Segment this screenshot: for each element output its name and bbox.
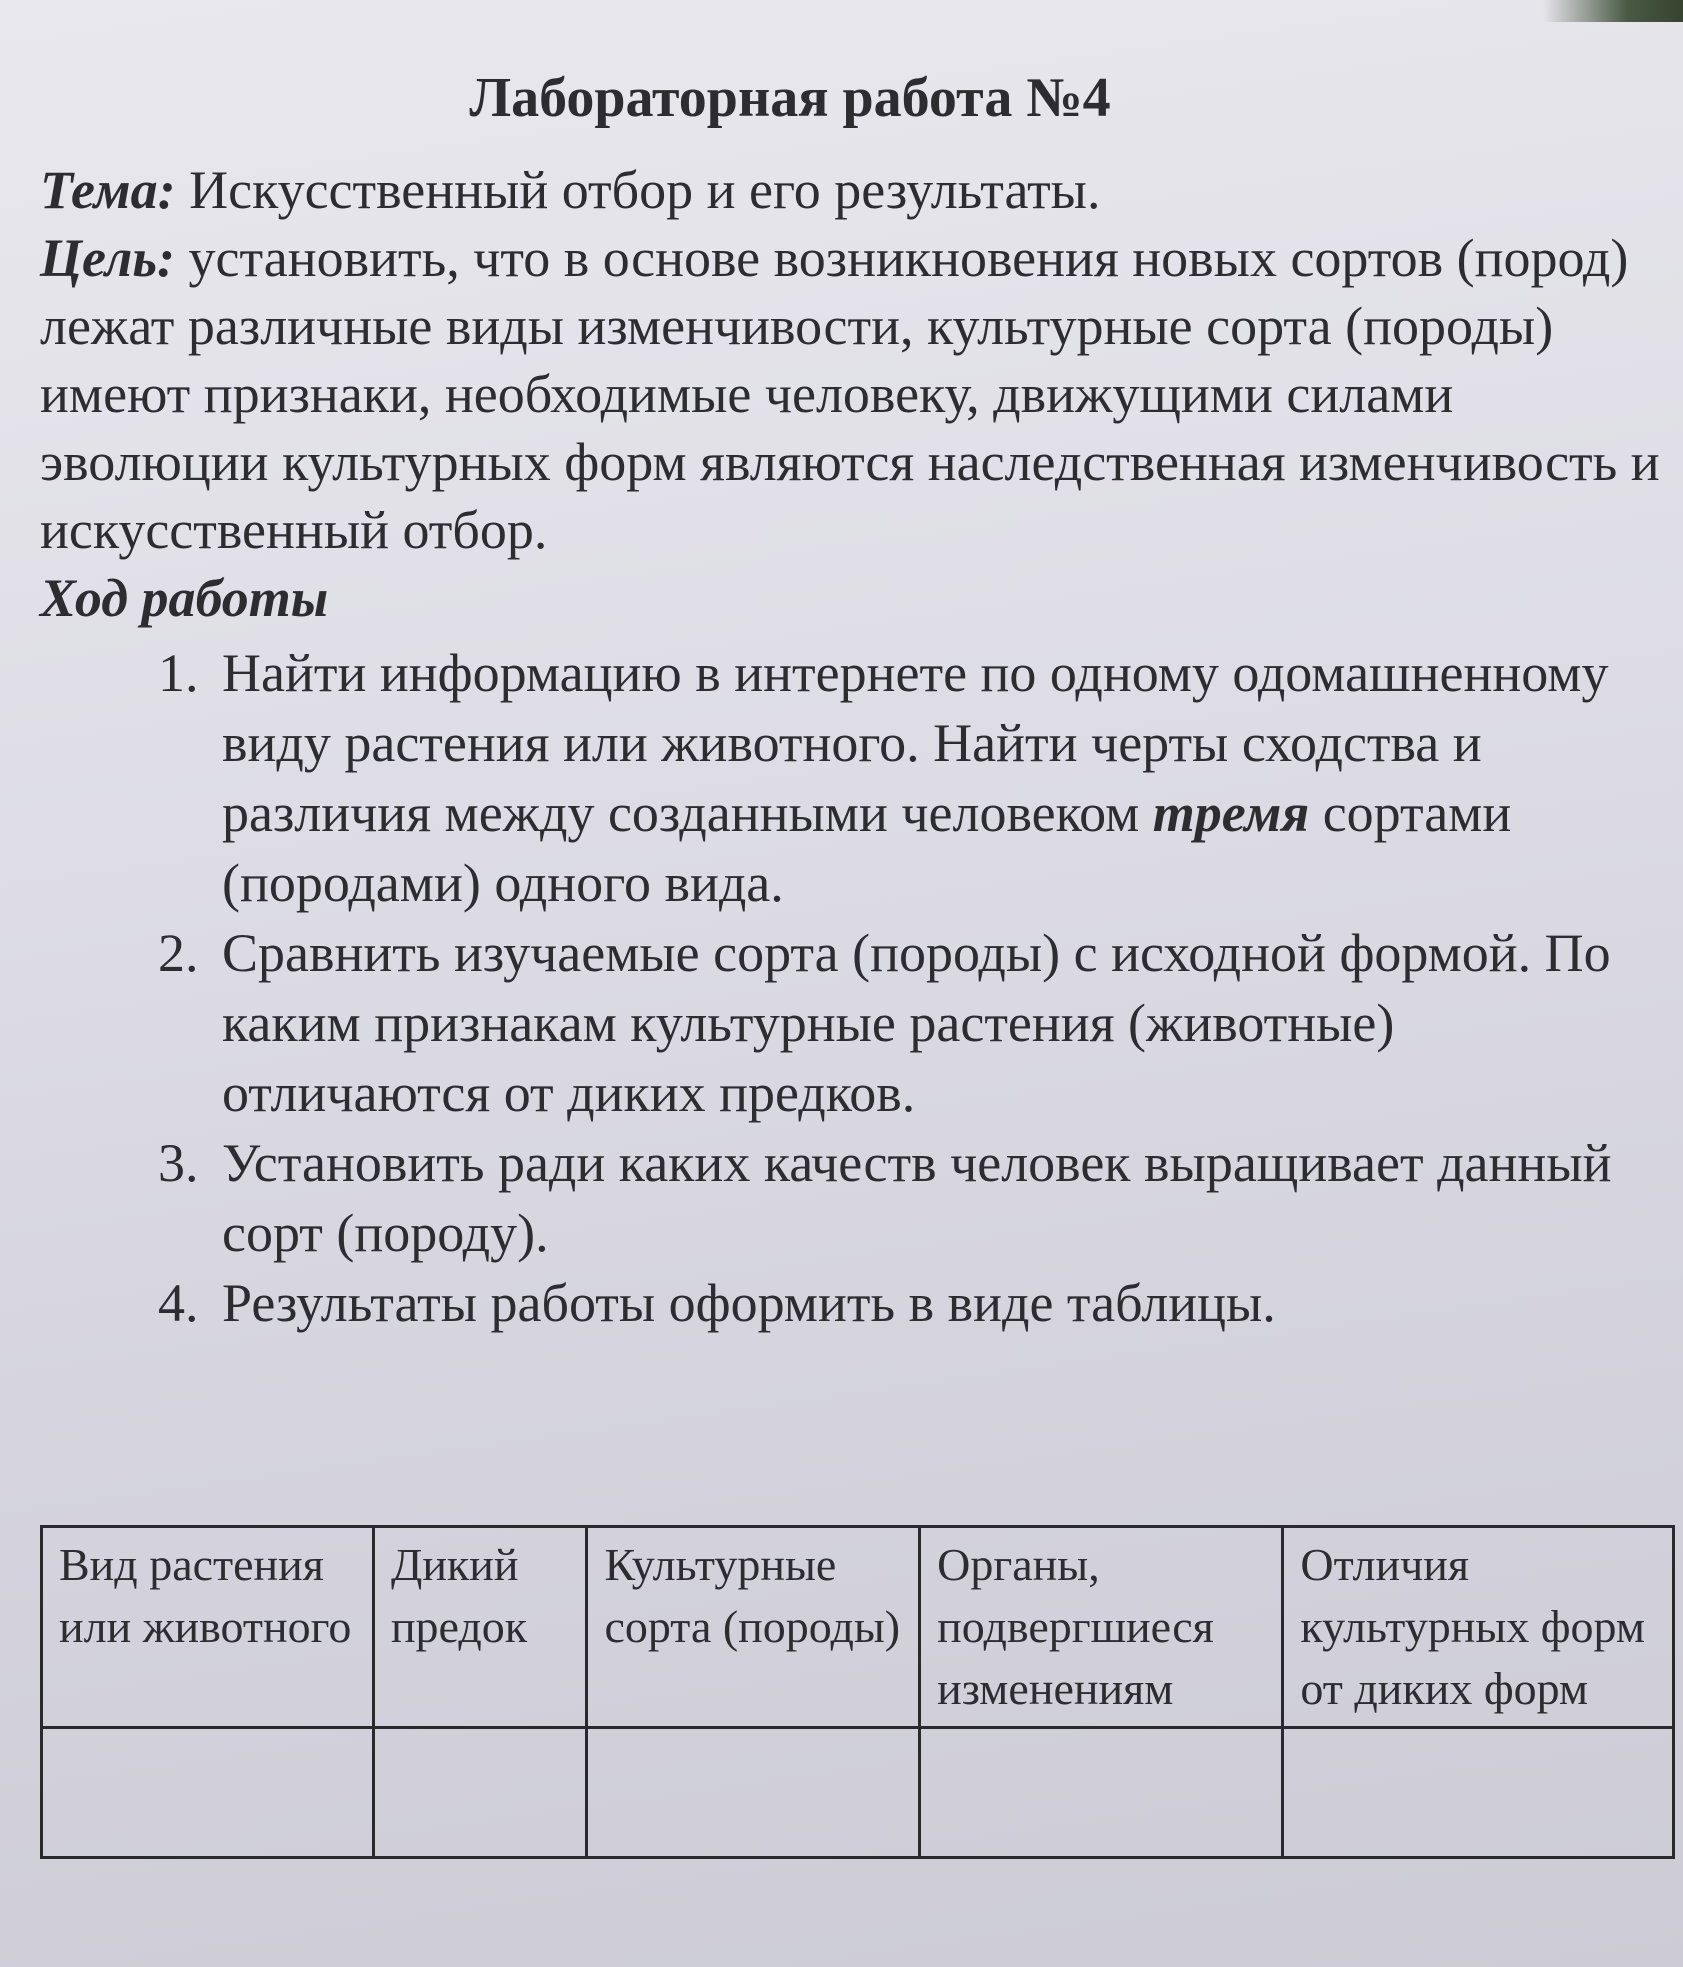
header-cultivated-varieties: Культурные сорта (породы): [587, 1527, 920, 1728]
table-header-row: [42, 1527, 1674, 1728]
table-cell[interactable]: [587, 1728, 920, 1858]
header-differences: Отличия культурных форм от диких форм: [1283, 1527, 1674, 1728]
goal-paragraph: [40, 224, 1670, 564]
header-changed-organs: Органы, подвергшиеся изменениям: [920, 1527, 1283, 1728]
table-cell[interactable]: [1283, 1728, 1674, 1858]
topic-line: [40, 156, 1670, 224]
step-1-text-start: Найти информацию в интернете по одному одомашненному виду растения или животного. Найти черты сходства и различия между созданными человеком: [222, 643, 1609, 843]
step-4: 4. Результаты работы оформить в виде таблицы.: [212, 1268, 1670, 1338]
background-corner: [1543, 0, 1683, 22]
header-wild-ancestor: Дикий предок: [373, 1527, 587, 1728]
step-2: 2. Сравнить изучаемые сорта (породы) с исходной формой. По каким признакам культурные растения (животные) отличаются от диких предков.: [212, 918, 1670, 1128]
step-1-emphasis: тремя: [1152, 783, 1310, 843]
step-1-text-end: сортами (породами) одного вида.: [222, 783, 1512, 913]
header-species: Вид растения или животного: [42, 1527, 374, 1728]
table-row: [42, 1728, 1674, 1858]
page-title: Лабораторная работа №4: [469, 67, 1111, 129]
procedure-steps: [40, 638, 1670, 1338]
topic-text: Искусственный отбор и его результаты.: [189, 160, 1101, 220]
goal-text: установить, что в основе возникновения новых сортов (пород) лежат различные виды изменчивости, культурные сорта (породы) имеют признаки, необходимые человеку, движущими силами эволюции культурных форм являются наследственная изменчивость и искусственный отбор.: [40, 228, 1660, 560]
goal-label: Цель:: [40, 228, 175, 288]
table-cell[interactable]: [920, 1728, 1283, 1858]
table-cell[interactable]: [373, 1728, 587, 1858]
procedure-heading: Ход работы: [40, 568, 329, 628]
results-table: [40, 1525, 1675, 1859]
step-1: [212, 638, 1670, 918]
worksheet-content: [40, 60, 1670, 1338]
topic-label: Тема:: [40, 160, 176, 220]
step-3: 3. Установить ради каких качеств человек выращивает данный сорт (породу).: [212, 1128, 1670, 1268]
table-cell[interactable]: [42, 1728, 374, 1858]
